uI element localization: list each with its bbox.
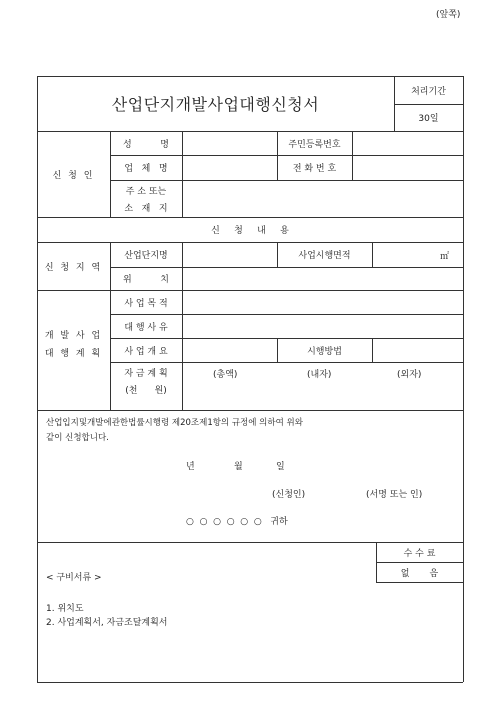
signature-seal-label: (서명 또는 인) (366, 490, 423, 500)
overview-field[interactable] (183, 339, 276, 361)
fund-plan-field[interactable] (183, 363, 462, 409)
plan-section-label-line2: 대 행 계 획 (44, 348, 103, 359)
complex-name-field[interactable] (183, 243, 276, 266)
reason-field[interactable] (183, 315, 462, 337)
name-field[interactable] (183, 132, 276, 154)
name-label: 성 명 (123, 139, 169, 150)
attachments-header: < 구비서류 > (46, 573, 102, 583)
company-name-field[interactable] (183, 156, 276, 179)
resident-id-label: 주민등록번호 (288, 139, 341, 150)
fund-label-line1: 자 금 계 획 (124, 368, 168, 379)
area-unit: ㎡ (440, 252, 450, 262)
recipient-line: ○ ○ ○ ○ ○ ○ 귀하 (186, 517, 288, 527)
phone-field[interactable] (353, 156, 462, 179)
address-label-line1: 주 소 또는 (125, 186, 167, 197)
method-field[interactable] (373, 339, 462, 361)
overview-label: 사 업 개 요 (124, 346, 168, 357)
phone-label: 전 화 번 호 (292, 164, 337, 174)
attachment-item-2: 2. 사업계획서, 자금조달계획서 (46, 618, 168, 628)
fee-value: 없 음 (400, 568, 439, 579)
project-area-label: 사업시행면적 (298, 251, 351, 261)
processing-period-value: 30일 (418, 114, 439, 124)
reason-label: 대 행 사 유 (124, 322, 168, 333)
company-name-label: 업 체 명 (124, 164, 168, 174)
applicant-section-label: 신 청 인 (52, 170, 95, 181)
location-field[interactable] (183, 268, 462, 289)
area-section-label: 신 청 지 역 (44, 262, 103, 273)
location-label: 위 치 (123, 275, 169, 285)
method-label: 시행방법 (307, 346, 342, 357)
address-label-line2: 소 재 지 (124, 203, 168, 214)
purpose-label: 사 업 목 적 (124, 298, 168, 309)
fund-total-label: (총액) (213, 370, 238, 380)
fee-label: 수 수 료 (403, 548, 436, 559)
date-month-label: 월 (234, 462, 243, 472)
processing-period-label: 처리기간 (411, 86, 446, 97)
purpose-field[interactable] (183, 291, 462, 313)
fund-label-line2: (천 원) (125, 385, 167, 396)
statement-line1: 산업입지및개발에관한법률시행령 제20조제1항의 규정에 의하여 위와 (46, 418, 303, 428)
date-year-label: 년 (186, 462, 195, 472)
address-field[interactable] (183, 181, 462, 216)
fund-domestic-label: (내자) (307, 370, 332, 380)
form-title: 산업단지개발사업대행신청서 (111, 95, 320, 114)
fund-foreign-label: (외자) (397, 370, 422, 380)
date-day-label: 일 (276, 462, 285, 472)
applicant-signer-label: (신청인) (272, 490, 306, 500)
statement-line2: 같이 신청합니다. (46, 433, 109, 443)
resident-id-field[interactable] (353, 132, 462, 154)
page-side-mark: (앞쪽) (436, 10, 461, 20)
attachment-item-1: 1. 위치도 (46, 604, 84, 614)
application-content-header: 신 청 내 용 (211, 226, 289, 236)
complex-name-label: 산업단지명 (124, 251, 168, 261)
plan-section-label-line1: 개 발 사 업 (44, 330, 103, 341)
